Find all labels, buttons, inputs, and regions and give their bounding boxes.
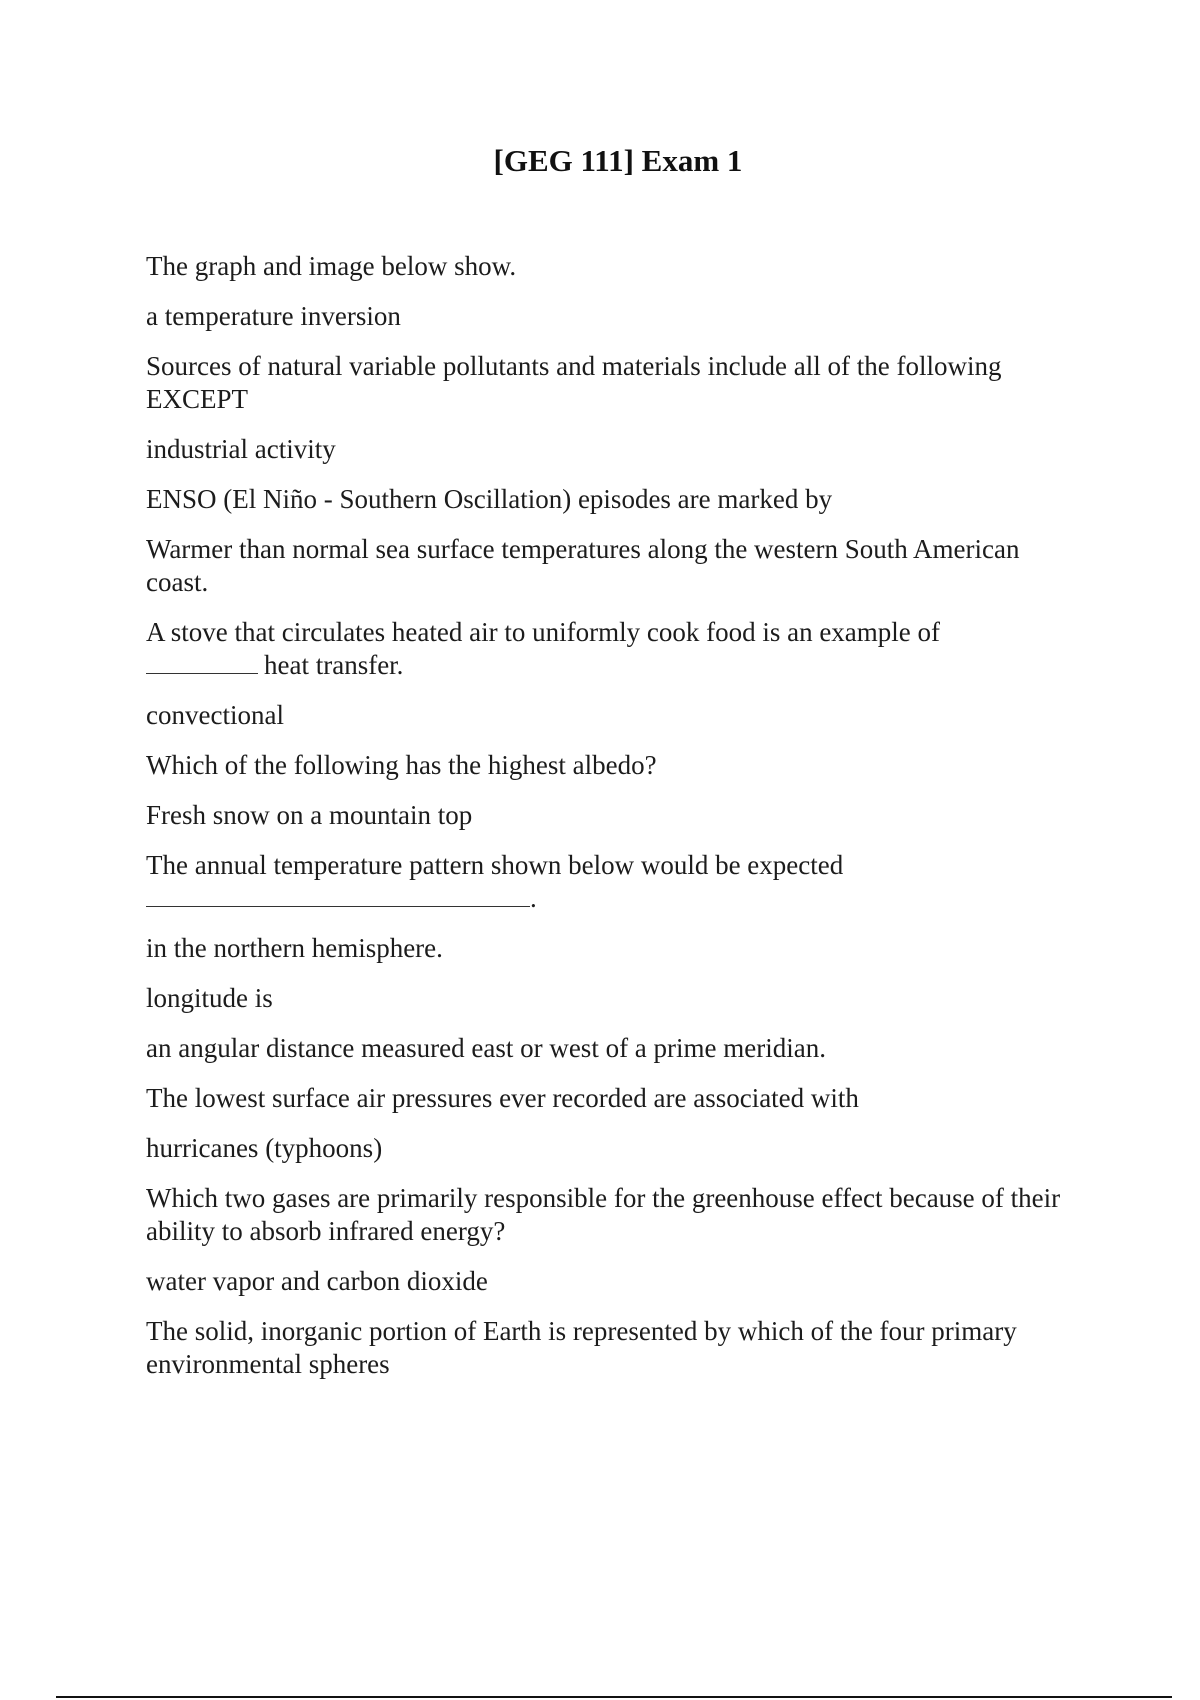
answer-text: industrial activity [146, 434, 336, 464]
answer-text: an angular distance measured east or west of a prime meridian. [146, 1033, 826, 1063]
question-text-start: A stove that circulates heated air to uniformly cook food is an example of [146, 617, 941, 647]
question-text: The lowest surface air pressures ever recorded are associated with [146, 1083, 859, 1113]
question-text-end: heat transfer. [264, 650, 404, 680]
question-text-with-blank [146, 849, 1076, 915]
question-text: Which two gases are primarily responsible for the greenhouse effect because of their ability to absorb infrared energy? [146, 1183, 1061, 1246]
answer-text: a temperature inversion [146, 301, 401, 331]
question-text: Which of the following has the highest albedo? [146, 750, 657, 780]
answer-text: in the northern hemisphere. [146, 933, 443, 963]
fill-in-blank [146, 886, 530, 907]
answer-text: Fresh snow on a mountain top [146, 800, 473, 830]
question-text: Sources of natural variable pollutants and materials include all of the following EXCEPT [146, 351, 1002, 414]
question-text: longitude is [146, 983, 273, 1013]
question-text: ENSO (El Niño - Southern Oscillation) episodes are marked by [146, 484, 833, 514]
page-title: [GEG 111] Exam 1 [493, 143, 743, 178]
answer-text: convectional [146, 700, 284, 730]
question-text: The solid, inorganic portion of Earth is represented by which of the four primary environmental spheres [146, 1316, 1017, 1379]
question-text-with-blank [146, 616, 1076, 682]
answer-text: water vapor and carbon dioxide [146, 1266, 488, 1296]
answer-text: Warmer than normal sea surface temperatures along the western South American coast. [146, 534, 1020, 597]
fill-in-blank [146, 653, 258, 674]
question-list [146, 250, 1076, 1398]
answer-text: hurricanes (typhoons) [146, 1133, 383, 1163]
question-text-start: The annual temperature pattern shown below would be expected [146, 850, 844, 880]
question-text: The graph and image below show. [146, 251, 517, 281]
question-text-end: . [530, 883, 537, 913]
footer-divider [56, 1696, 1172, 1698]
